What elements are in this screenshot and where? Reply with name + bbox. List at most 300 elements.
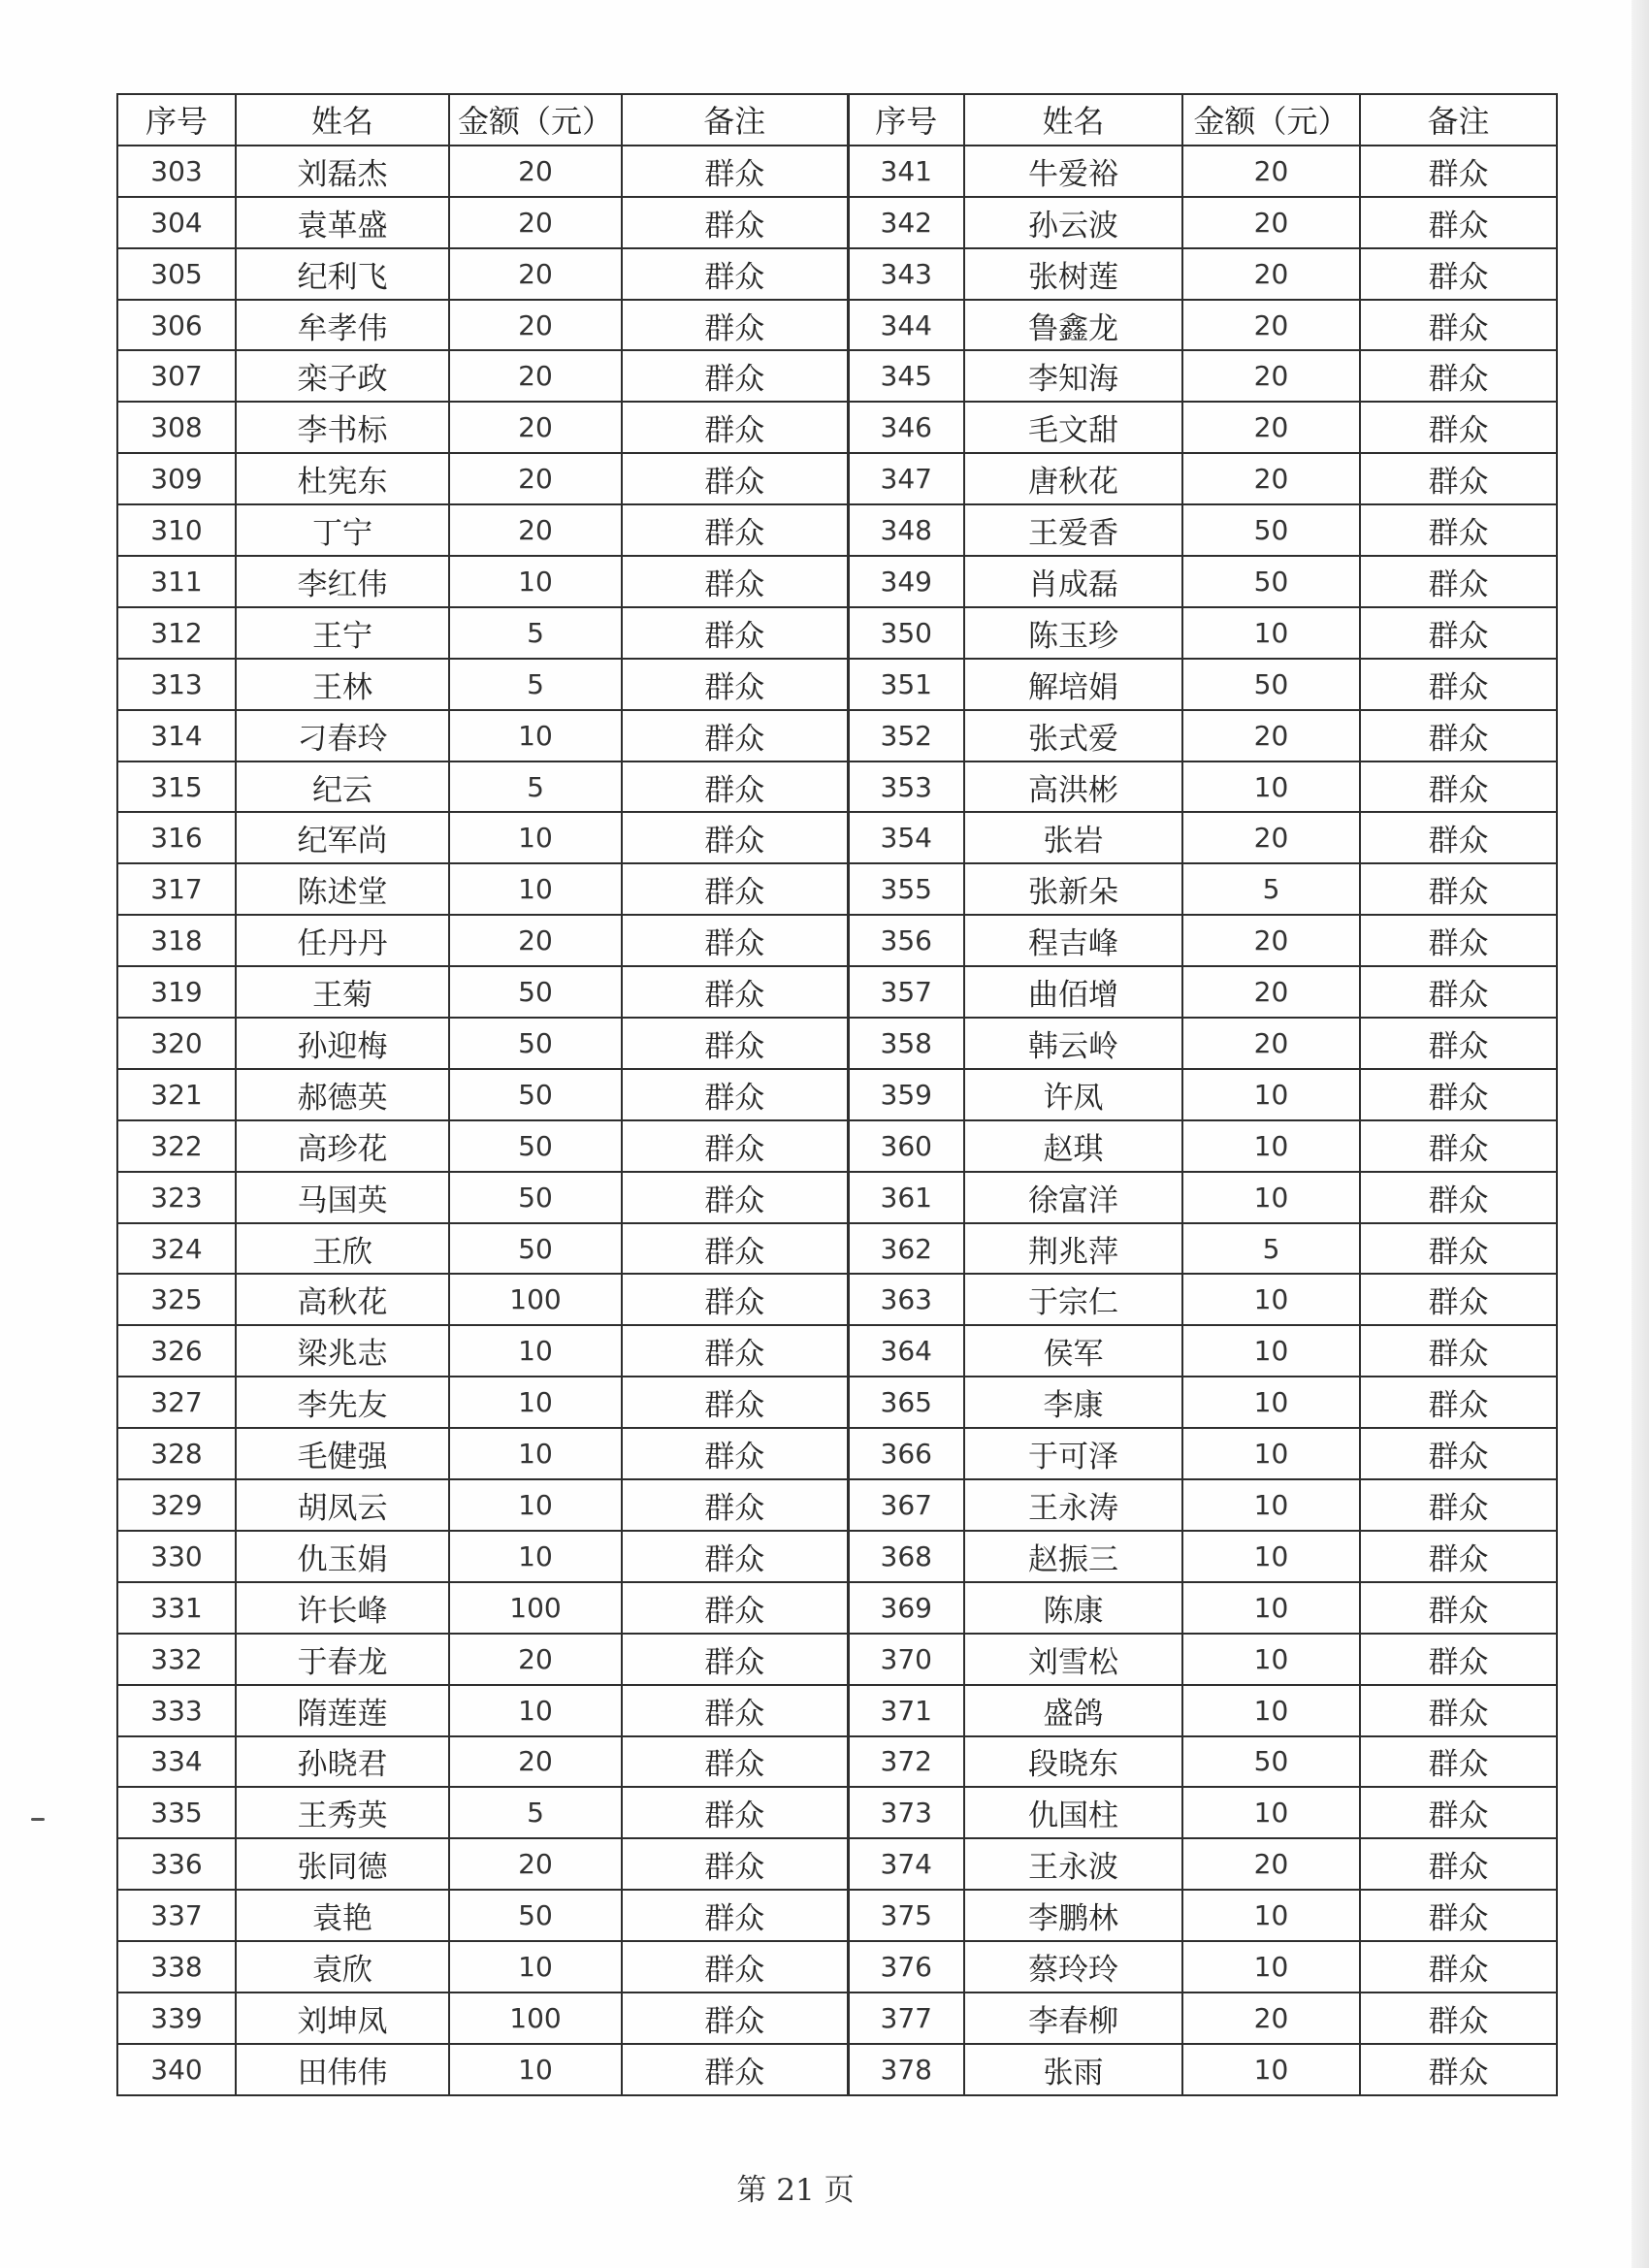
serial-number-cell: 309 [117, 453, 236, 504]
amount-cell: 20 [449, 504, 622, 556]
table-row [117, 1838, 1557, 1890]
remark-cell: 群众 [1360, 966, 1557, 1018]
remark-cell: 群众 [622, 402, 848, 453]
serial-number-cell: 356 [848, 915, 964, 966]
amount-cell: 10 [449, 1941, 622, 1993]
scan-edge-shadow [1632, 0, 1649, 2268]
serial-number-cell: 370 [848, 1634, 964, 1685]
remark-cell: 群众 [1360, 197, 1557, 248]
serial-number-cell: 332 [117, 1634, 236, 1685]
remark-cell: 群众 [622, 350, 848, 402]
table-body [117, 146, 1557, 2095]
serial-number-cell: 345 [848, 350, 964, 402]
name-cell: 程吉峰 [964, 915, 1182, 966]
remark-cell: 群众 [622, 1736, 848, 1788]
table-row [117, 1120, 1557, 1172]
name-cell: 陈玉珍 [964, 607, 1182, 659]
remark-cell: 群众 [622, 1479, 848, 1531]
remark-cell: 群众 [1360, 248, 1557, 300]
serial-number-cell: 355 [848, 863, 964, 915]
name-cell: 于春龙 [236, 1634, 449, 1685]
amount-cell: 10 [449, 812, 622, 863]
serial-number-cell: 340 [117, 2044, 236, 2095]
name-cell: 盛鸽 [964, 1685, 1182, 1736]
table-row [117, 350, 1557, 402]
serial-number-cell: 366 [848, 1428, 964, 1479]
remark-cell: 群众 [622, 248, 848, 300]
remark-cell: 群众 [1360, 863, 1557, 915]
table-row [117, 1223, 1557, 1275]
header-cell: 姓名 [236, 94, 449, 146]
amount-cell: 10 [1182, 1120, 1360, 1172]
amount-cell: 5 [449, 607, 622, 659]
amount-cell: 10 [449, 1479, 622, 1531]
remark-cell: 群众 [622, 197, 848, 248]
name-cell: 王林 [236, 659, 449, 710]
amount-cell: 50 [1182, 556, 1360, 607]
serial-number-cell: 327 [117, 1377, 236, 1428]
serial-number-cell: 367 [848, 1479, 964, 1531]
amount-cell: 10 [449, 556, 622, 607]
serial-number-cell: 339 [117, 1993, 236, 2044]
remark-cell: 群众 [622, 1120, 848, 1172]
remark-cell: 群众 [1360, 1325, 1557, 1377]
amount-cell: 50 [449, 1890, 622, 1941]
table-row [117, 1993, 1557, 2044]
serial-number-cell: 320 [117, 1018, 236, 1069]
amount-cell: 10 [1182, 1172, 1360, 1223]
remark-cell: 群众 [1360, 556, 1557, 607]
name-cell: 张式爱 [964, 710, 1182, 761]
serial-number-cell: 344 [848, 300, 964, 351]
amount-cell: 50 [449, 1069, 622, 1120]
remark-cell: 群众 [1360, 1993, 1557, 2044]
table-row [117, 197, 1557, 248]
name-cell: 张岩 [964, 812, 1182, 863]
name-cell: 李红伟 [236, 556, 449, 607]
amount-cell: 5 [449, 761, 622, 813]
name-cell: 李知海 [964, 350, 1182, 402]
table-row [117, 556, 1557, 607]
serial-number-cell: 329 [117, 1479, 236, 1531]
serial-number-cell: 359 [848, 1069, 964, 1120]
name-cell: 王秀英 [236, 1787, 449, 1838]
name-cell: 仇国柱 [964, 1787, 1182, 1838]
amount-cell: 10 [1182, 1274, 1360, 1325]
name-cell: 王欣 [236, 1223, 449, 1275]
serial-number-cell: 328 [117, 1428, 236, 1479]
serial-number-cell: 316 [117, 812, 236, 863]
name-cell: 任丹丹 [236, 915, 449, 966]
name-cell: 李先友 [236, 1377, 449, 1428]
name-cell: 胡凤云 [236, 1479, 449, 1531]
remark-cell: 群众 [622, 1531, 848, 1582]
amount-cell: 20 [1182, 402, 1360, 453]
page-number: 第 21 页 [736, 2173, 855, 2208]
name-cell: 袁艳 [236, 1890, 449, 1941]
name-cell: 李鹏林 [964, 1890, 1182, 1941]
serial-number-cell: 369 [848, 1582, 964, 1634]
amount-cell: 10 [1182, 761, 1360, 813]
serial-number-cell: 303 [117, 146, 236, 197]
serial-number-cell: 331 [117, 1582, 236, 1634]
remark-cell: 群众 [1360, 1479, 1557, 1531]
name-cell: 王宁 [236, 607, 449, 659]
serial-number-cell: 341 [848, 146, 964, 197]
name-cell: 李康 [964, 1377, 1182, 1428]
remark-cell: 群众 [622, 1634, 848, 1685]
name-cell: 毛文甜 [964, 402, 1182, 453]
serial-number-cell: 308 [117, 402, 236, 453]
remark-cell: 群众 [1360, 812, 1557, 863]
table-row [117, 1941, 1557, 1993]
remark-cell: 群众 [1360, 300, 1557, 351]
amount-cell: 20 [449, 300, 622, 351]
serial-number-cell: 311 [117, 556, 236, 607]
remark-cell: 群众 [622, 1890, 848, 1941]
amount-cell: 10 [449, 2044, 622, 2095]
amount-cell: 50 [449, 1120, 622, 1172]
remark-cell: 群众 [622, 300, 848, 351]
serial-number-cell: 360 [848, 1120, 964, 1172]
name-cell: 张同德 [236, 1838, 449, 1890]
serial-number-cell: 357 [848, 966, 964, 1018]
remark-cell: 群众 [622, 2044, 848, 2095]
amount-cell: 10 [449, 863, 622, 915]
amount-cell: 10 [1182, 1582, 1360, 1634]
remark-cell: 群众 [622, 1582, 848, 1634]
remark-cell: 群众 [622, 1069, 848, 1120]
remark-cell: 群众 [622, 1993, 848, 2044]
serial-number-cell: 338 [117, 1941, 236, 1993]
remark-cell: 群众 [622, 1787, 848, 1838]
remark-cell: 群众 [1360, 402, 1557, 453]
amount-cell: 20 [449, 915, 622, 966]
name-cell: 李春柳 [964, 1993, 1182, 2044]
table-row [117, 1787, 1557, 1838]
amount-cell: 50 [449, 1018, 622, 1069]
name-cell: 杜宪东 [236, 453, 449, 504]
table-row [117, 1634, 1557, 1685]
serial-number-cell: 368 [848, 1531, 964, 1582]
name-cell: 段晓东 [964, 1736, 1182, 1788]
serial-number-cell: 351 [848, 659, 964, 710]
name-cell: 牟孝伟 [236, 300, 449, 351]
serial-number-cell: 376 [848, 1941, 964, 1993]
amount-cell: 10 [1182, 1634, 1360, 1685]
amount-cell: 50 [1182, 1736, 1360, 1788]
amount-cell: 50 [449, 966, 622, 1018]
table-row [117, 966, 1557, 1018]
name-cell: 仇玉娟 [236, 1531, 449, 1582]
remark-cell: 群众 [1360, 504, 1557, 556]
amount-cell: 20 [1182, 966, 1360, 1018]
serial-number-cell: 315 [117, 761, 236, 813]
header-cell: 姓名 [964, 94, 1182, 146]
table-row [117, 1428, 1557, 1479]
amount-cell: 100 [449, 1582, 622, 1634]
name-cell: 徐富洋 [964, 1172, 1182, 1223]
remark-cell: 群众 [1360, 710, 1557, 761]
remark-cell: 群众 [1360, 1428, 1557, 1479]
name-cell: 郝德英 [236, 1069, 449, 1120]
table-row [117, 2044, 1557, 2095]
remark-cell: 群众 [622, 1223, 848, 1275]
name-cell: 荆兆萍 [964, 1223, 1182, 1275]
table-row [117, 504, 1557, 556]
serial-number-cell: 346 [848, 402, 964, 453]
serial-number-cell: 321 [117, 1069, 236, 1120]
amount-cell: 10 [1182, 1325, 1360, 1377]
remark-cell: 群众 [622, 556, 848, 607]
serial-number-cell: 317 [117, 863, 236, 915]
remark-cell: 群众 [1360, 1069, 1557, 1120]
name-cell: 刘坤凤 [236, 1993, 449, 2044]
serial-number-cell: 378 [848, 2044, 964, 2095]
amount-cell: 5 [449, 1787, 622, 1838]
remark-cell: 群众 [1360, 2044, 1557, 2095]
amount-cell: 20 [1182, 197, 1360, 248]
amount-cell: 10 [1182, 1377, 1360, 1428]
serial-number-cell: 354 [848, 812, 964, 863]
name-cell: 许凤 [964, 1069, 1182, 1120]
header-cell: 金额（元） [449, 94, 622, 146]
serial-number-cell: 333 [117, 1685, 236, 1736]
name-cell: 许长峰 [236, 1582, 449, 1634]
table-row [117, 607, 1557, 659]
remark-cell: 群众 [622, 915, 848, 966]
remark-cell: 群众 [1360, 1736, 1557, 1788]
name-cell: 王爱香 [964, 504, 1182, 556]
remark-cell: 群众 [622, 659, 848, 710]
serial-number-cell: 312 [117, 607, 236, 659]
name-cell: 于可泽 [964, 1428, 1182, 1479]
name-cell: 袁革盛 [236, 197, 449, 248]
table-row [117, 1018, 1557, 1069]
name-cell: 王菊 [236, 966, 449, 1018]
remark-cell: 群众 [1360, 659, 1557, 710]
name-cell: 高珍花 [236, 1120, 449, 1172]
amount-cell: 50 [1182, 504, 1360, 556]
serial-number-cell: 364 [848, 1325, 964, 1377]
header-cell: 备注 [1360, 94, 1557, 146]
amount-cell: 20 [1182, 1018, 1360, 1069]
table-row [117, 812, 1557, 863]
remark-cell: 群众 [622, 1941, 848, 1993]
amount-cell: 20 [449, 1736, 622, 1788]
name-cell: 张新朵 [964, 863, 1182, 915]
table-row [117, 1377, 1557, 1428]
serial-number-cell: 348 [848, 504, 964, 556]
amount-cell: 5 [449, 659, 622, 710]
amount-cell: 10 [1182, 1531, 1360, 1582]
name-cell: 刘磊杰 [236, 146, 449, 197]
name-cell: 赵琪 [964, 1120, 1182, 1172]
serial-number-cell: 330 [117, 1531, 236, 1582]
serial-number-cell: 324 [117, 1223, 236, 1275]
remark-cell: 群众 [1360, 1120, 1557, 1172]
remark-cell: 群众 [622, 761, 848, 813]
amount-cell: 5 [1182, 863, 1360, 915]
remark-cell: 群众 [622, 863, 848, 915]
table-row [117, 1274, 1557, 1325]
name-cell: 纪云 [236, 761, 449, 813]
name-cell: 刘雪松 [964, 1634, 1182, 1685]
scan-stray-mark [31, 1818, 45, 1821]
name-cell: 肖成磊 [964, 556, 1182, 607]
remark-cell: 群众 [622, 1325, 848, 1377]
serial-number-cell: 363 [848, 1274, 964, 1325]
name-cell: 纪利飞 [236, 248, 449, 300]
serial-number-cell: 377 [848, 1993, 964, 2044]
amount-cell: 10 [1182, 1685, 1360, 1736]
table-row [117, 1069, 1557, 1120]
remark-cell: 群众 [622, 1274, 848, 1325]
serial-number-cell: 336 [117, 1838, 236, 1890]
remark-cell: 群众 [622, 1838, 848, 1890]
amount-cell: 10 [1182, 1787, 1360, 1838]
remark-cell: 群众 [622, 1018, 848, 1069]
name-cell: 张树莲 [964, 248, 1182, 300]
serial-number-cell: 326 [117, 1325, 236, 1377]
amount-cell: 20 [449, 248, 622, 300]
amount-cell: 50 [449, 1223, 622, 1275]
name-cell: 赵振三 [964, 1531, 1182, 1582]
remark-cell: 群众 [622, 146, 848, 197]
table-row [117, 1479, 1557, 1531]
remark-cell: 群众 [1360, 1890, 1557, 1941]
name-cell: 李书标 [236, 402, 449, 453]
table-row [117, 1890, 1557, 1941]
remark-cell: 群众 [1360, 915, 1557, 966]
amount-cell: 100 [449, 1274, 622, 1325]
remark-cell: 群众 [1360, 1172, 1557, 1223]
serial-number-cell: 353 [848, 761, 964, 813]
name-cell: 解培娟 [964, 659, 1182, 710]
name-cell: 曲佰增 [964, 966, 1182, 1018]
name-cell: 孙云波 [964, 197, 1182, 248]
table-row [117, 1325, 1557, 1377]
donation-table [116, 93, 1558, 2096]
amount-cell: 10 [1182, 2044, 1360, 2095]
amount-cell: 10 [449, 1325, 622, 1377]
table-row [117, 402, 1557, 453]
remark-cell: 群众 [1360, 1531, 1557, 1582]
name-cell: 刁春玲 [236, 710, 449, 761]
remark-cell: 群众 [1360, 1018, 1557, 1069]
name-cell: 隋莲莲 [236, 1685, 449, 1736]
amount-cell: 10 [1182, 1479, 1360, 1531]
serial-number-cell: 372 [848, 1736, 964, 1788]
name-cell: 田伟伟 [236, 2044, 449, 2095]
table-row [117, 915, 1557, 966]
amount-cell: 20 [1182, 1993, 1360, 2044]
name-cell: 唐秋花 [964, 453, 1182, 504]
name-cell: 蔡玲玲 [964, 1941, 1182, 1993]
table-row [117, 659, 1557, 710]
remark-cell: 群众 [1360, 1787, 1557, 1838]
table-row [117, 761, 1557, 813]
table-row [117, 146, 1557, 197]
remark-cell: 群众 [1360, 350, 1557, 402]
remark-cell: 群众 [622, 966, 848, 1018]
serial-number-cell: 349 [848, 556, 964, 607]
serial-number-cell: 318 [117, 915, 236, 966]
table-row [117, 1736, 1557, 1788]
amount-cell: 10 [449, 1685, 622, 1736]
remark-cell: 群众 [622, 1685, 848, 1736]
remark-cell: 群众 [1360, 761, 1557, 813]
serial-number-cell: 361 [848, 1172, 964, 1223]
amount-cell: 20 [449, 197, 622, 248]
remark-cell: 群众 [1360, 1274, 1557, 1325]
serial-number-cell: 310 [117, 504, 236, 556]
remark-cell: 群众 [622, 812, 848, 863]
amount-cell: 20 [1182, 350, 1360, 402]
name-cell: 孙迎梅 [236, 1018, 449, 1069]
remark-cell: 群众 [1360, 1582, 1557, 1634]
remark-cell: 群众 [1360, 146, 1557, 197]
remark-cell: 群众 [1360, 1838, 1557, 1890]
serial-number-cell: 334 [117, 1736, 236, 1788]
amount-cell: 10 [1182, 607, 1360, 659]
amount-cell: 10 [1182, 1069, 1360, 1120]
remark-cell: 群众 [1360, 607, 1557, 659]
remark-cell: 群众 [1360, 1685, 1557, 1736]
amount-cell: 100 [449, 1993, 622, 2044]
remark-cell: 群众 [1360, 1223, 1557, 1275]
table-row [117, 1685, 1557, 1736]
table-row [117, 1582, 1557, 1634]
name-cell: 王永涛 [964, 1479, 1182, 1531]
amount-cell: 20 [449, 146, 622, 197]
table-row [117, 248, 1557, 300]
serial-number-cell: 307 [117, 350, 236, 402]
amount-cell: 10 [449, 1377, 622, 1428]
name-cell: 侯军 [964, 1325, 1182, 1377]
amount-cell: 5 [1182, 1223, 1360, 1275]
amount-cell: 50 [1182, 659, 1360, 710]
name-cell: 牛爱裕 [964, 146, 1182, 197]
serial-number-cell: 325 [117, 1274, 236, 1325]
amount-cell: 20 [1182, 453, 1360, 504]
amount-cell: 10 [449, 1428, 622, 1479]
remark-cell: 群众 [622, 607, 848, 659]
name-cell: 毛健强 [236, 1428, 449, 1479]
serial-number-cell: 304 [117, 197, 236, 248]
amount-cell: 20 [1182, 248, 1360, 300]
amount-cell: 20 [449, 453, 622, 504]
name-cell: 陈述堂 [236, 863, 449, 915]
amount-cell: 10 [1182, 1428, 1360, 1479]
serial-number-cell: 322 [117, 1120, 236, 1172]
remark-cell: 群众 [622, 1428, 848, 1479]
name-cell: 高秋花 [236, 1274, 449, 1325]
serial-number-cell: 362 [848, 1223, 964, 1275]
remark-cell: 群众 [622, 710, 848, 761]
name-cell: 马国英 [236, 1172, 449, 1223]
table-row [117, 300, 1557, 351]
serial-number-cell: 347 [848, 453, 964, 504]
name-cell: 纪军尚 [236, 812, 449, 863]
header-cell: 金额（元） [1182, 94, 1360, 146]
name-cell: 梁兆志 [236, 1325, 449, 1377]
amount-cell: 20 [1182, 1838, 1360, 1890]
amount-cell: 20 [449, 1634, 622, 1685]
name-cell: 鲁鑫龙 [964, 300, 1182, 351]
table-row [117, 710, 1557, 761]
header-cell: 序号 [117, 94, 236, 146]
